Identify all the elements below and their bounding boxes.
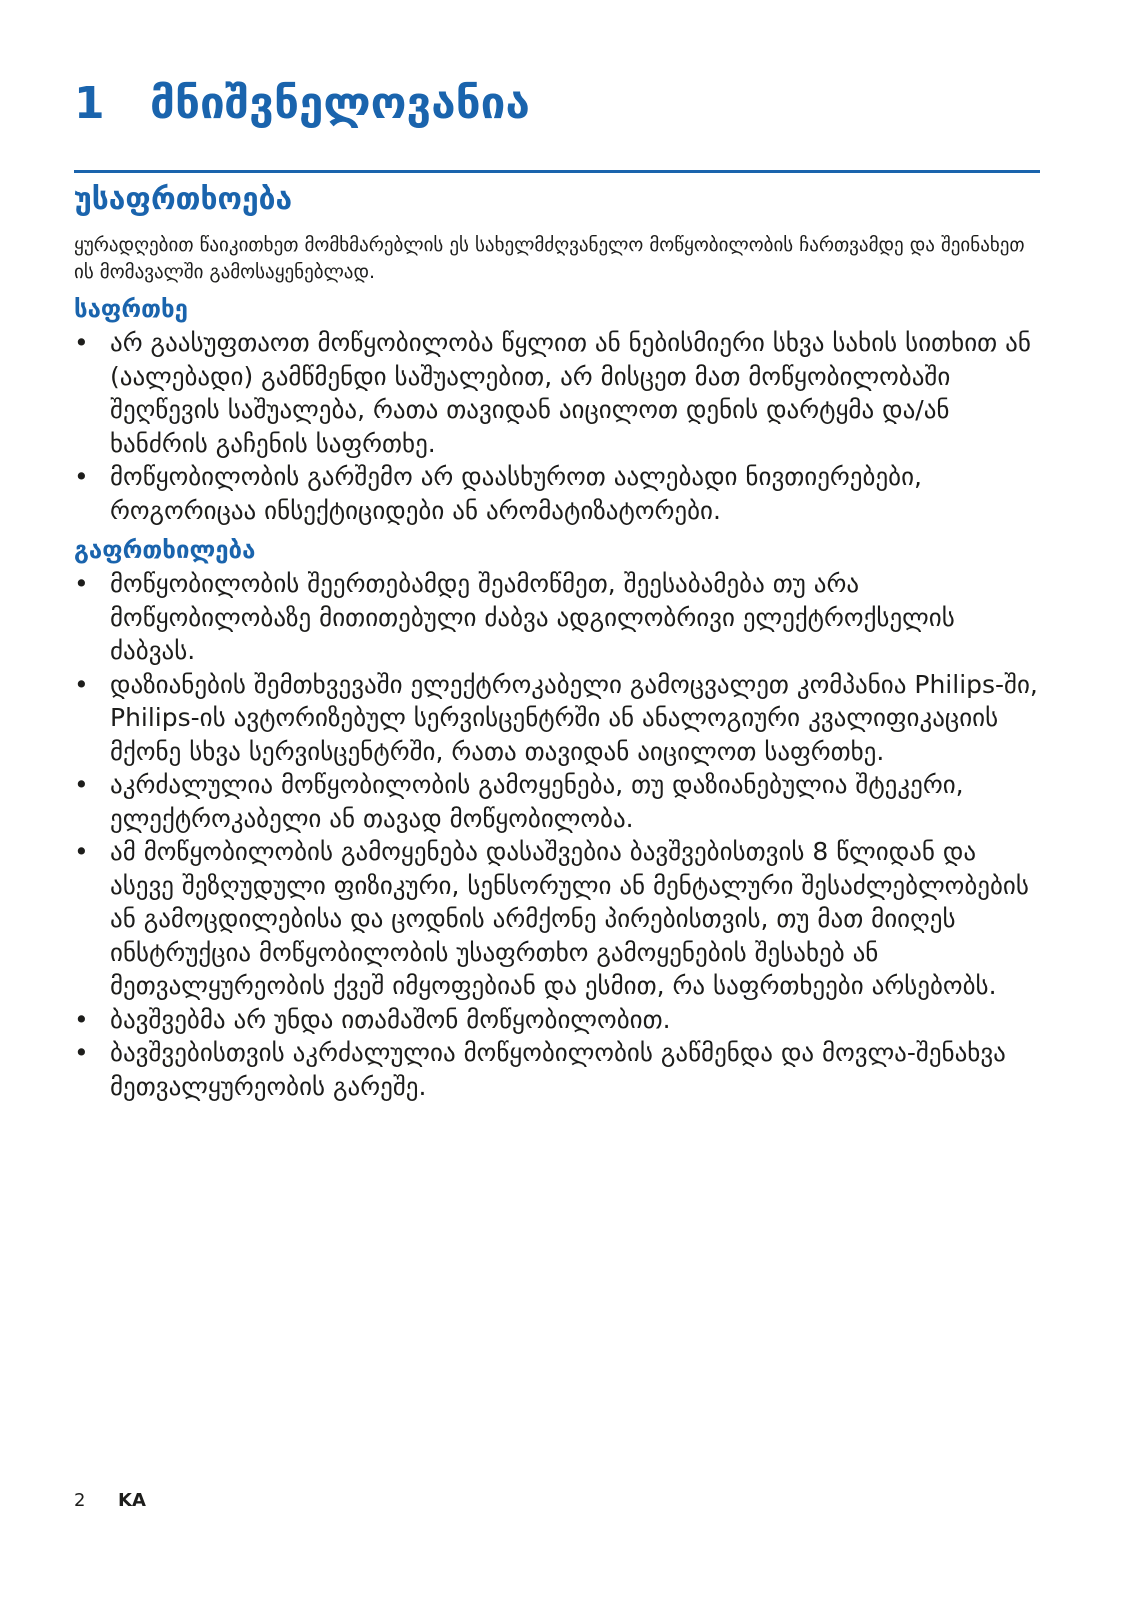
list-item [74, 1036, 1040, 1103]
bullet-icon: • [74, 770, 89, 799]
language-code: KA [118, 1490, 146, 1511]
chapter-title [74, 78, 530, 129]
bullet-icon: • [74, 837, 89, 866]
chapter-divider [74, 170, 1040, 173]
list-item-text: ამ მოწყობილობის გამოყენება დასაშვებია ბავშვებისთვის 8 წლიდან და ასევე შეზღუდული ფიზიკური, სენსორული ან მენტალური შესაძლებლობების ან გამოცდილებისა და ცოდნის არმქონე პირებისთვის, თუ მათ მიიღეს ინსტრუქცია მოწყობილობის უსაფრთხო გამოყენების შესახებ ან მეთვალყურეობის ქვეშ იმყოფებიან და ესმით, რა საფრთხეები არსებობს. [110, 837, 1029, 1000]
list-item [74, 668, 1040, 769]
bullet-icon: • [74, 1004, 89, 1034]
list-item-text: დაზიანების შემთხვევაში ელექტროკაბელი გამოცვალეთ კომპანია Philips-ში, Philips-ის ავტორიზებულ სერვისცენტრში ან ანალოგიური კვალიფიკაციის მქონე სხვა სერვისცენტრში, რათა თავიდან აიცილოთ საფრთხე. [110, 669, 1038, 766]
section-intro: ყურადღებით წაიკითხეთ მომხმარებლის ეს სახელმძღვანელო მოწყობილობის ჩართვამდე და შეინახეთ ის მომავალში გამოსაყენებლად. [74, 234, 1025, 283]
warning-list [74, 567, 1040, 1103]
list-item [74, 768, 1040, 835]
list-item [74, 326, 1040, 460]
page-number: 2 [74, 1490, 86, 1511]
list-item [74, 460, 1040, 527]
list-item [74, 835, 1040, 1003]
list-item-text: არ გაასუფთაოთ მოწყობილობა წყლით ან ნებისმიერი სხვა სახის სითხით ან (აალებადი) გამწმენდი საშუალებით, არ მისცეთ მათ მოწყობილობაში შეღწევის საშუალება, რათა თავიდან აიცილოთ დენის დარტყმა და/ან ხანძრის გაჩენის საფრთხე. [110, 328, 1031, 458]
section-heading: უსაფრთხოება [74, 182, 293, 217]
danger-heading: საფრთხე [74, 295, 188, 323]
bullet-icon: • [74, 669, 89, 699]
list-item [74, 567, 1040, 668]
list-item-text: აკრძალულია მოწყობილობის გამოყენება, თუ დაზიანებულია შტეკერი, ელექტროკაბელი ან თავად მოწყობილობა. [110, 770, 964, 833]
list-item [74, 1003, 1040, 1037]
bullet-icon: • [74, 462, 89, 491]
chapter-number: 1 [74, 78, 105, 129]
warning-heading: გაფრთხილება [74, 536, 256, 564]
page-footer [74, 1490, 146, 1511]
list-item-text: ბავშვებმა არ უნდა ითამაშონ მოწყობილობით. [110, 1004, 671, 1034]
bullet-icon: • [74, 1038, 89, 1067]
list-item-text: მოწყობილობის გარშემო არ დაასხუროთ აალებადი ნივთიერებები, როგორიცაა ინსექტიციდები ან არომატიზატორები. [110, 462, 922, 525]
bullet-icon: • [74, 328, 89, 357]
chapter-title-text: მნიშვნელოვანია [150, 78, 530, 129]
bullet-icon: • [74, 569, 89, 598]
safety-section [74, 180, 1040, 1109]
list-item-text: ბავშვებისთვის აკრძალულია მოწყობილობის გაწმენდა და მოვლა-შენახვა მეთვალყურეობის გარეშე. [110, 1038, 1006, 1101]
danger-list [74, 326, 1040, 527]
list-item-text: მოწყობილობის შეერთებამდე შეამოწმეთ, შეესაბამება თუ არა მოწყობილობაზე მითითებული ძაბვა ადგილობრივი ელექტროქსელის ძაბვას. [110, 569, 955, 665]
